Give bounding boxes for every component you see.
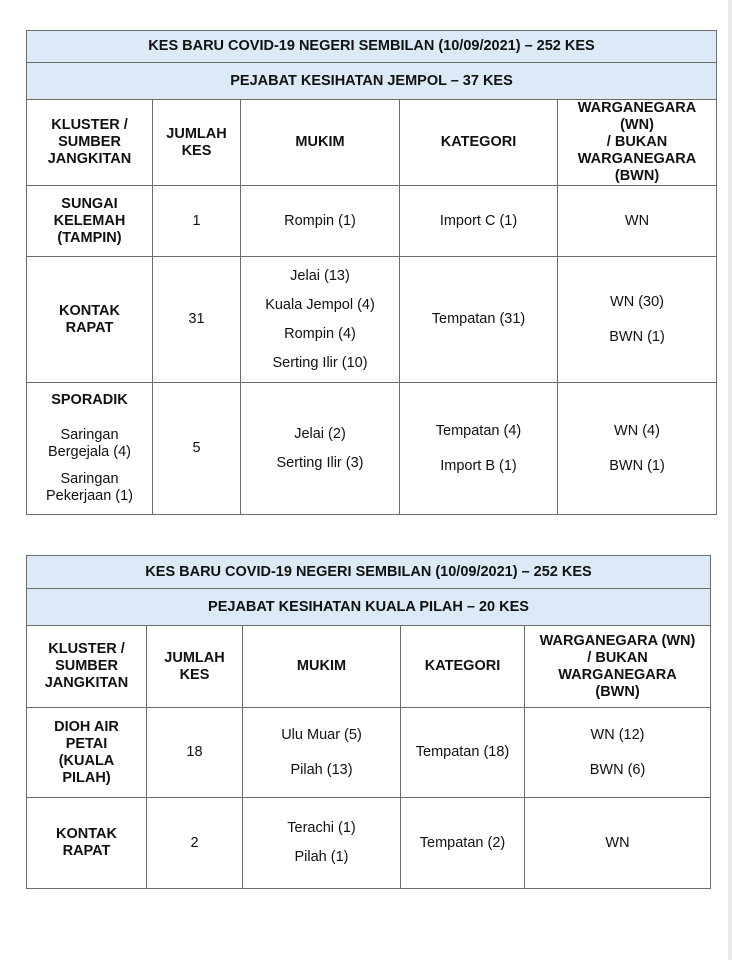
cell-kluster: SPORADIK Saringan Bergejala (4) Saringan Pekerjaan (1): [27, 383, 153, 515]
cell-wn: WN: [558, 186, 717, 257]
cell-wn: WN (4) BWN (1): [558, 383, 717, 515]
header-warganegara: WARGANEGARA (WN) / BUKAN WARGANEGARA (BWN): [525, 626, 711, 708]
cell-kluster: KONTAK RAPAT: [27, 798, 147, 889]
cell-jumlah: 31: [153, 257, 241, 383]
header-jumlah-kes: JUMLAH KES: [147, 626, 243, 708]
cell-kategori: Tempatan (18): [401, 708, 525, 798]
header-jumlah-kes: JUMLAH KES: [153, 100, 241, 186]
cell-wn: WN: [525, 798, 711, 889]
kuala-pilah-case-table: [26, 555, 711, 889]
cell-wn: WN (30) BWN (1): [558, 257, 717, 383]
header-kategori: KATEGORI: [401, 626, 525, 708]
table-row: [27, 257, 717, 383]
header-kluster: KLUSTER / SUMBER JANGKITAN: [27, 626, 147, 708]
cell-wn: WN (12) BWN (6): [525, 708, 711, 798]
office-title: PEJABAT KESIHATAN KUALA PILAH – 20 KES: [27, 589, 711, 626]
cell-kluster: KONTAK RAPAT: [27, 257, 153, 383]
cell-mukim: Terachi (1) Pilah (1): [243, 798, 401, 889]
table-row: [27, 708, 711, 798]
cell-kategori: Tempatan (31): [400, 257, 558, 383]
cell-mukim: Ulu Muar (5) Pilah (13): [243, 708, 401, 798]
cell-kategori: Tempatan (2): [401, 798, 525, 889]
header-kategori: KATEGORI: [400, 100, 558, 186]
table-row: [27, 383, 717, 515]
cell-jumlah: 2: [147, 798, 243, 889]
page-edge: [728, 0, 732, 960]
header-mukim: MUKIM: [243, 626, 401, 708]
cell-kluster: DIOH AIR PETAI (KUALA PILAH): [27, 708, 147, 798]
table-row: [27, 186, 717, 257]
cell-jumlah: 18: [147, 708, 243, 798]
cell-mukim: Jelai (2) Serting Ilir (3): [241, 383, 400, 515]
header-kluster: KLUSTER / SUMBER JANGKITAN: [27, 100, 153, 186]
header-mukim: MUKIM: [241, 100, 400, 186]
jempol-case-table: [26, 30, 717, 515]
cell-jumlah: 5: [153, 383, 241, 515]
table-title: KES BARU COVID-19 NEGERI SEMBILAN (10/09/2021) – 252 KES: [27, 556, 711, 589]
cell-mukim: Rompin (1): [241, 186, 400, 257]
cell-kategori: Tempatan (4) Import B (1): [400, 383, 558, 515]
cell-jumlah: 1: [153, 186, 241, 257]
cell-kluster: SUNGAI KELEMAH (TAMPIN): [27, 186, 153, 257]
cell-kategori: Import C (1): [400, 186, 558, 257]
office-title: PEJABAT KESIHATAN JEMPOL – 37 KES: [27, 63, 717, 100]
table-title: KES BARU COVID-19 NEGERI SEMBILAN (10/09/2021) – 252 KES: [27, 31, 717, 63]
table-row: [27, 798, 711, 889]
header-warganegara: WARGANEGARA (WN) / BUKAN WARGANEGARA (BWN): [558, 100, 717, 186]
cell-mukim: Jelai (13) Kuala Jempol (4) Rompin (4) Serting Ilir (10): [241, 257, 400, 383]
